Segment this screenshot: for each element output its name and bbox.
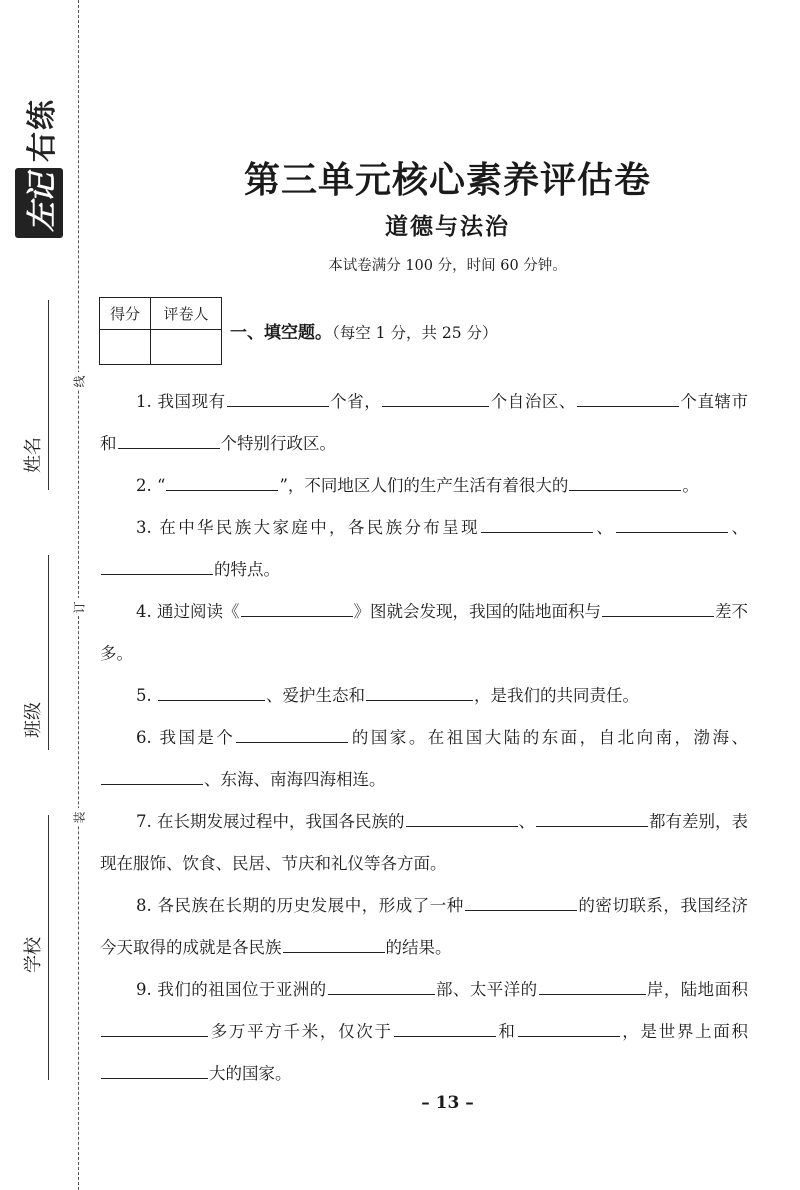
- answer-blank[interactable]: [283, 934, 385, 953]
- answer-blank[interactable]: [539, 976, 646, 995]
- answer-blank[interactable]: [118, 430, 220, 449]
- answer-blank[interactable]: [241, 598, 353, 617]
- score-header: 得分: [100, 298, 151, 330]
- answer-blank[interactable]: [518, 1018, 620, 1037]
- answer-blank[interactable]: [166, 472, 278, 491]
- answer-blank[interactable]: [536, 808, 648, 827]
- answer-blank[interactable]: [602, 598, 714, 617]
- answer-blank[interactable]: [569, 472, 681, 491]
- section-title: 一、填空题。: [230, 323, 332, 343]
- score-table: [99, 297, 222, 365]
- answer-blank[interactable]: [481, 514, 593, 533]
- question-6: 6. 我国是个 的国家。在祖国大陆的东面，自北向南，渤海、、东海、南海四海相连。: [100, 717, 748, 801]
- question-9: 9. 我们的祖国位于亚洲的 部、太平洋的 岸，陆地面积多万平方千米，仅次于 和 ，是世界上面积大的国家。: [100, 969, 748, 1095]
- answer-blank[interactable]: [101, 1060, 208, 1079]
- class-label: 班级: [23, 702, 44, 738]
- school-field-line[interactable]: [48, 815, 49, 1080]
- question-2: 2. “ ”，不同地区人们的生产生活有着很大的 。: [100, 465, 748, 507]
- name-label: 姓名: [23, 437, 44, 473]
- question-5: 5. 、爱护生态和 ，是我们的共同责任。: [100, 675, 748, 717]
- score-cell[interactable]: [100, 330, 151, 365]
- page-number: – 13 –: [421, 1093, 474, 1113]
- answer-blank[interactable]: [101, 556, 213, 575]
- binding-mark-staple: 装: [70, 808, 88, 826]
- question-3: 3. 在中华民族大家庭中，各民族分布呈现 、 、的特点。: [100, 507, 748, 591]
- school-label: 学校: [23, 937, 44, 973]
- page-title: 第三单元核心素养评估卷: [243, 160, 651, 201]
- binding-mark-bind: 订: [70, 598, 88, 616]
- exam-note: 本试卷满分 100 分，时间 60 分钟。: [328, 258, 567, 274]
- binding-mark-line: 线: [70, 372, 88, 390]
- answer-blank[interactable]: [394, 1018, 496, 1037]
- answer-blank[interactable]: [406, 808, 518, 827]
- question-4: 4. 通过阅读《 》图就会发现，我国的陆地面积与 差不多。: [100, 591, 748, 675]
- logo-text: 右练: [25, 98, 60, 162]
- answer-blank[interactable]: [101, 1018, 208, 1037]
- answer-blank[interactable]: [101, 766, 203, 785]
- answer-blank[interactable]: [366, 682, 473, 701]
- question-7: 7. 在长期发展过程中，我国各民族的 、 都有差别，表现在服饰、饮食、民居、节庆和礼仪等各方面。: [100, 801, 748, 885]
- question-1: 1. 我国现有 个省， 个自治区、 个直辖市和 个特别行政区。: [100, 381, 748, 465]
- binding-dashed-line: [78, 0, 79, 1190]
- section-scoring: （每空 1 分，共 25 分）: [332, 324, 498, 342]
- answer-blank[interactable]: [382, 388, 489, 407]
- binding-margin: [0, 0, 95, 1190]
- question-8: 8. 各民族在长期的历史发展中，形成了一种 的密切联系，我国经济今天取得的成就是各民族 的结果。: [100, 885, 748, 969]
- brand-logo: [10, 88, 68, 238]
- answer-blank[interactable]: [158, 682, 265, 701]
- answer-blank[interactable]: [236, 724, 348, 743]
- section-heading: [230, 318, 498, 343]
- answer-blank[interactable]: [465, 892, 577, 911]
- grader-header: 评卷人: [151, 298, 222, 330]
- grader-cell[interactable]: [151, 330, 222, 365]
- answer-blank[interactable]: [616, 514, 728, 533]
- answer-blank[interactable]: [227, 388, 329, 407]
- answer-blank[interactable]: [577, 388, 679, 407]
- answer-blank[interactable]: [328, 976, 435, 995]
- subject-subtitle: 道德与法治: [385, 214, 510, 240]
- name-field-line[interactable]: [48, 300, 49, 490]
- logo-box-text: 左记: [15, 168, 63, 238]
- class-field-line[interactable]: [48, 555, 49, 750]
